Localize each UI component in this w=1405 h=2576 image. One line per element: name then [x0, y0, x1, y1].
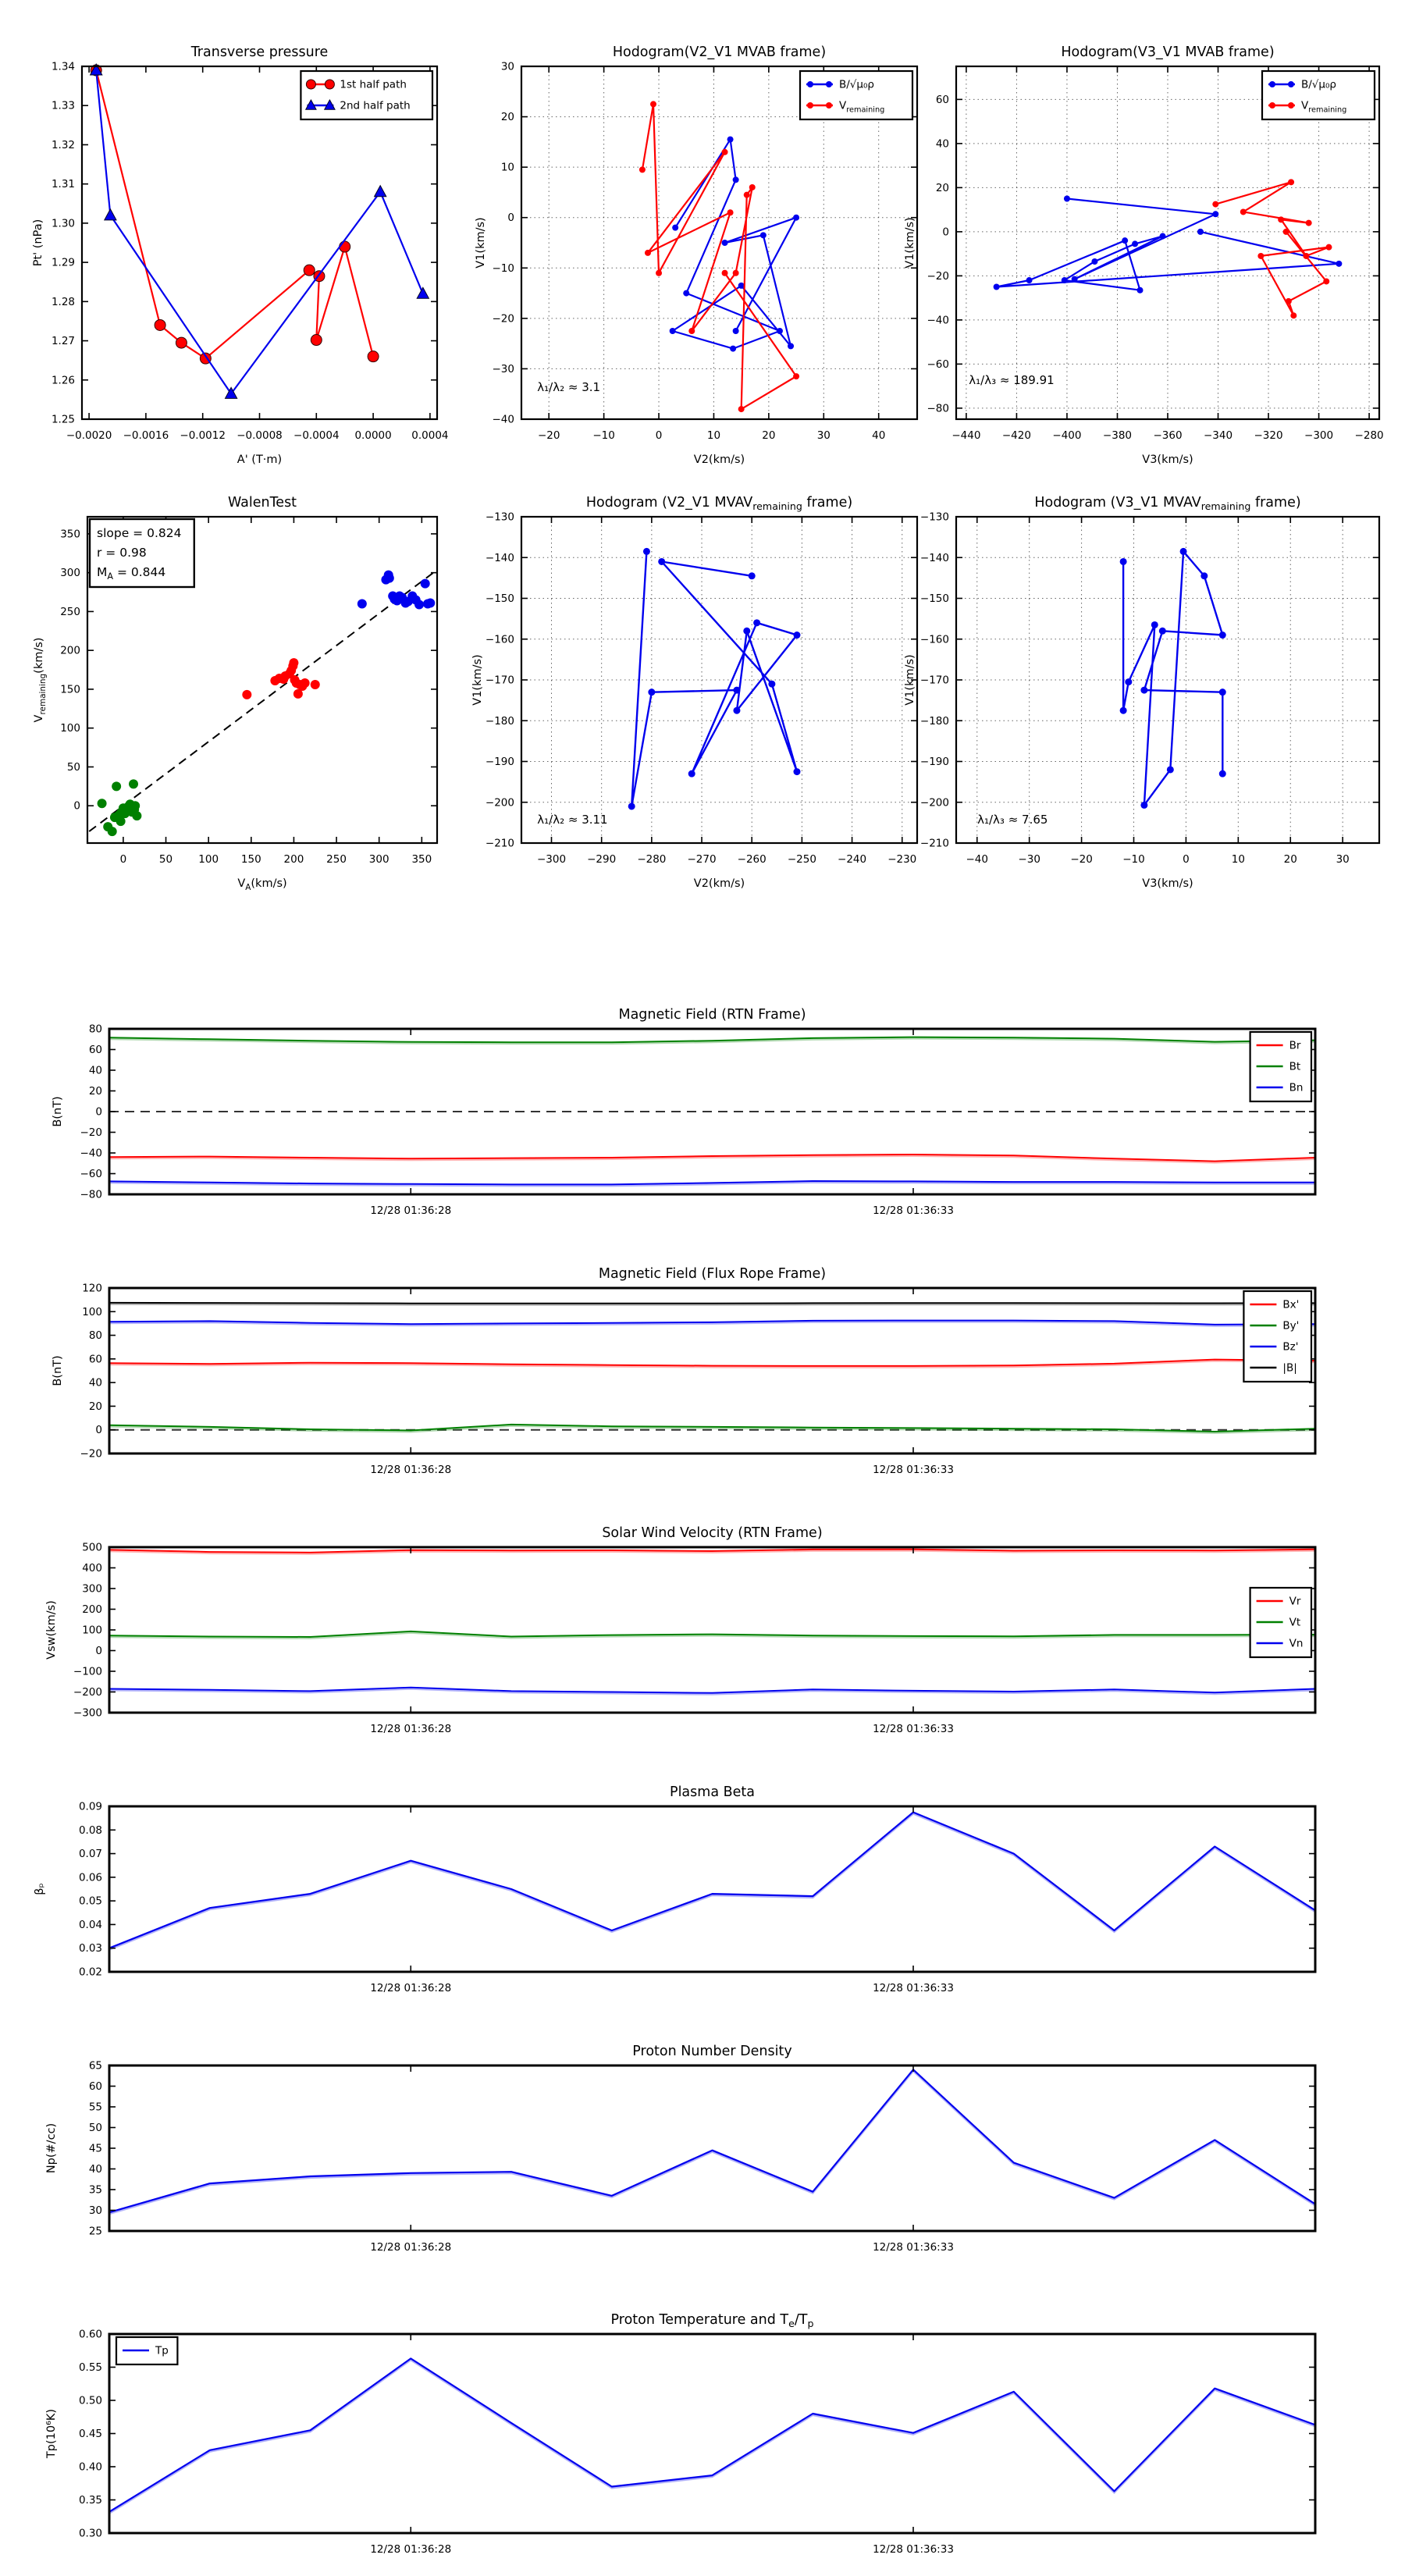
x-tick-label: −260: [737, 853, 767, 866]
y-axis-label: βₚ: [34, 1883, 46, 1895]
legend-label: Vn: [1289, 1637, 1304, 1650]
y-tick-label: 45: [88, 2142, 102, 2155]
legend-label: Bz': [1282, 1340, 1299, 1354]
plot-solar-wind-velocity: [45, 1525, 1315, 1735]
y-tick-label: 80: [88, 1023, 102, 1036]
y-tick-label: −20: [492, 312, 514, 326]
annotation: λ₁/λ₂ ≈ 3.11: [537, 812, 608, 827]
y-axis-label: Vsw(km/s): [45, 1600, 58, 1660]
y-tick-label: 0.07: [78, 1848, 102, 1861]
legend: [1250, 1588, 1311, 1657]
y-axis-label: V1(km/s): [904, 654, 916, 706]
x-tick-label: 12/28 01:36:33: [873, 2543, 954, 2556]
plot-title: Proton Number Density: [632, 2044, 792, 2059]
plot-hodogram-v2v1-mvav: [471, 495, 917, 890]
legend-label: |B|: [1282, 1361, 1297, 1375]
legend-label: Vt: [1289, 1616, 1301, 1629]
x-tick-label: 0: [655, 429, 663, 442]
x-tick-label: 12/28 01:36:28: [370, 1982, 452, 1994]
x-tick-label: −10: [1122, 853, 1145, 866]
x-tick-label: 250: [326, 853, 347, 866]
y-tick-label: 40: [88, 1064, 102, 1077]
x-tick-label: −300: [1304, 429, 1334, 442]
legend: [116, 2337, 177, 2364]
plot-title: Plasma Beta: [670, 1784, 755, 1800]
y-tick-label: 1.32: [51, 138, 75, 151]
y-tick-label: −20: [80, 1447, 102, 1461]
y-tick-label: −210: [919, 837, 949, 850]
y-tick-label: 400: [82, 1562, 102, 1574]
y-axis-label: Tp(10⁶K): [45, 2408, 58, 2459]
y-tick-label: −140: [485, 551, 514, 564]
x-tick-label: 0: [1183, 853, 1190, 866]
x-tick-label: −20: [1070, 853, 1093, 866]
y-tick-label: −210: [485, 837, 514, 850]
y-tick-label: 25: [88, 2225, 102, 2238]
legend: [301, 71, 432, 119]
y-tick-label: −80: [927, 402, 949, 415]
legend-label: $V_{remaining}$: [839, 99, 885, 115]
x-tick-label: 12/28 01:36:33: [873, 1982, 954, 1994]
y-tick-label: 60: [88, 1353, 102, 1366]
y-tick-label: 1.25: [51, 413, 75, 426]
y-tick-label: −100: [73, 1665, 102, 1678]
x-tick-label: 30: [816, 429, 831, 442]
y-tick-label: 1.28: [51, 295, 75, 308]
legend-label: Tp: [155, 2344, 169, 2357]
y-tick-label: 30: [88, 2204, 102, 2217]
annotation: λ₁/λ₂ ≈ 3.1: [537, 379, 601, 394]
y-tick-label: 100: [82, 1305, 102, 1318]
y-axis-label: V1(km/s): [471, 654, 484, 706]
y-tick-label: −40: [927, 314, 949, 327]
x-tick-label: −420: [1001, 429, 1031, 442]
x-tick-label: 100: [198, 853, 219, 866]
x-tick-label: 20: [1283, 853, 1297, 866]
series-beta-p: [109, 1813, 1315, 1948]
y-tick-label: 40: [88, 2163, 102, 2176]
y-tick-label: 150: [60, 683, 80, 696]
x-tick-label: −240: [838, 853, 867, 866]
x-tick-label: −0.0004: [293, 429, 340, 442]
legend-label: 1st half path: [340, 78, 407, 91]
x-tick-label: −250: [787, 853, 816, 866]
x-axis-label: V2(km/s): [693, 454, 745, 466]
y-tick-label: −20: [927, 269, 949, 283]
y-tick-label: 1.29: [51, 256, 75, 269]
legend: [1243, 1291, 1311, 1382]
y-tick-label: 1.26: [51, 374, 75, 387]
series-B-mag: [109, 1303, 1315, 1304]
plot-hodogram-v3v1-mvav: [904, 495, 1379, 890]
x-tick-label: 0.0000: [354, 429, 392, 442]
legend-label: Vr: [1289, 1595, 1301, 1608]
y-axis-label: V1(km/s): [904, 217, 916, 269]
y-tick-label: 0.04: [78, 1918, 102, 1931]
x-tick-label: −0.0016: [123, 429, 169, 442]
series-v-hodogram: [631, 551, 797, 806]
y-axis-label: Np(#/cc): [45, 2122, 58, 2174]
info-line: $M_A = 0.844$: [97, 565, 166, 582]
y-tick-label: 300: [82, 1582, 102, 1596]
x-tick-label: 12/28 01:36:28: [370, 1464, 452, 1476]
legend-label: B/√μ₀ρ: [839, 78, 874, 91]
x-axis-label: $V_A(km/s)$: [237, 877, 287, 892]
y-tick-label: 1.33: [51, 99, 75, 112]
x-tick-label: −10: [592, 429, 615, 442]
x-tick-label: −230: [887, 853, 917, 866]
y-tick-label: 0: [942, 226, 949, 239]
legend-label: Bx': [1282, 1298, 1300, 1311]
y-tick-label: 50: [88, 2122, 102, 2134]
y-tick-label: 1.27: [51, 335, 75, 348]
y-tick-label: −60: [80, 1168, 102, 1180]
y-tick-label: 10: [500, 161, 514, 174]
plot-transverse-pressure: [32, 44, 449, 466]
plot-title: Magnetic Field (RTN Frame): [618, 1007, 806, 1023]
y-tick-label: 0.03: [78, 1942, 102, 1955]
x-axis-label: V3(km/s): [1142, 454, 1193, 466]
x-tick-label: −400: [1052, 429, 1082, 442]
y-axis-label: B(nT): [52, 1096, 64, 1127]
axes-frame: [109, 1806, 1315, 1972]
annotation: λ₁/λ₃ ≈ 189.91: [969, 372, 1055, 387]
x-tick-label: −290: [587, 853, 617, 866]
legend: [800, 71, 912, 119]
x-tick-label: 12/28 01:36:28: [370, 1204, 452, 1217]
y-tick-label: 0.60: [78, 2328, 102, 2341]
x-tick-label: 10: [1231, 853, 1245, 866]
y-tick-label: 0.30: [78, 2527, 102, 2540]
plot-title: Hodogram (V2_V1 $MVAV_{remaining}$ frame): [585, 495, 853, 512]
y-tick-label: 60: [88, 1044, 102, 1056]
y-tick-label: −180: [919, 714, 949, 728]
y-tick-label: −80: [80, 1188, 102, 1201]
annotation: λ₁/λ₃ ≈ 7.65: [977, 812, 1048, 827]
legend-label: Br: [1289, 1039, 1301, 1052]
y-tick-label: 20: [500, 111, 514, 124]
y-tick-label: −300: [73, 1706, 102, 1720]
info-line: r = 0.98: [97, 546, 147, 560]
y-axis-label: V1(km/s): [475, 217, 487, 269]
y-tick-label: 40: [88, 1376, 102, 1389]
y-tick-label: 55: [88, 2101, 102, 2114]
x-tick-label: 150: [240, 853, 261, 866]
y-tick-label: 200: [60, 644, 80, 657]
y-tick-label: 0.09: [78, 1800, 102, 1813]
y-tick-label: −200: [73, 1686, 102, 1699]
y-tick-label: 1.34: [51, 60, 75, 73]
y-tick-label: −170: [485, 674, 514, 687]
legend-label: $V_{remaining}$: [1301, 99, 1347, 115]
y-tick-label: 500: [82, 1541, 102, 1554]
x-tick-label: 300: [368, 853, 389, 866]
y-tick-label: −160: [919, 633, 949, 646]
y-tick-label: 35: [88, 2183, 102, 2197]
x-tick-label: 40: [872, 429, 886, 442]
y-tick-label: −190: [919, 756, 949, 768]
plot-title: Solar Wind Velocity (RTN Frame): [602, 1525, 823, 1541]
y-tick-label: 30: [500, 60, 514, 73]
plot-proton-number-density: [45, 2044, 1315, 2254]
legend-label: By': [1282, 1319, 1300, 1332]
y-tick-label: 60: [88, 2080, 102, 2093]
y-tick-label: −190: [485, 756, 514, 768]
x-tick-label: −30: [1018, 853, 1040, 866]
y-tick-label: 0.55: [78, 2361, 102, 2374]
plot-plasma-beta: [34, 1784, 1315, 1994]
x-tick-label: 200: [283, 853, 304, 866]
y-tick-label: −140: [919, 551, 949, 564]
y-tick-label: 1.30: [51, 217, 75, 230]
y-tick-label: 0: [73, 799, 80, 813]
y-tick-label: 65: [88, 2059, 102, 2073]
x-tick-label: −340: [1203, 429, 1233, 442]
y-tick-label: −170: [919, 674, 949, 687]
plot-title: Hodogram(V3_V1 MVAB frame): [1061, 44, 1275, 60]
y-tick-label: 0: [95, 1424, 102, 1437]
y-axis-label: $V_{remaining}(km/s)$: [33, 637, 48, 723]
info-line: slope = 0.824: [97, 526, 182, 540]
x-tick-label: 12/28 01:36:33: [873, 1464, 954, 1476]
y-tick-label: 350: [60, 528, 80, 541]
x-tick-label: 350: [411, 853, 432, 866]
series-fit-line: [89, 571, 436, 831]
y-tick-label: 100: [82, 1624, 102, 1637]
x-axis-label: V2(km/s): [693, 877, 745, 890]
x-axis-label: A' (T·m): [237, 454, 283, 466]
plot-hodogram-v3v1-mvab: [904, 44, 1384, 466]
y-tick-label: 0.02: [78, 1966, 102, 1979]
legend-label: Bn: [1289, 1081, 1304, 1094]
legend-label: 2nd half path: [340, 99, 411, 112]
y-tick-label: 0.50: [78, 2394, 102, 2407]
y-tick-label: 1.31: [51, 178, 75, 191]
y-tick-label: −180: [485, 714, 514, 728]
plot-title: Hodogram (V3_V1 $MVAV_{remaining}$ frame): [1034, 495, 1301, 512]
series-Np: [109, 2069, 1315, 2212]
legend-label: B/√μ₀ρ: [1301, 78, 1336, 91]
y-tick-label: 0.40: [78, 2460, 102, 2474]
x-tick-label: −300: [536, 853, 567, 866]
x-tick-label: −40: [966, 853, 989, 866]
y-tick-label: 60: [935, 93, 949, 106]
y-tick-label: 0.08: [78, 1823, 102, 1837]
y-tick-label: 300: [60, 567, 80, 580]
x-tick-label: −280: [637, 853, 667, 866]
y-tick-label: −200: [919, 796, 949, 809]
x-tick-label: −440: [951, 429, 981, 442]
y-tick-label: 0.35: [78, 2494, 102, 2507]
y-tick-label: 0: [95, 1105, 102, 1119]
x-tick-label: −380: [1102, 429, 1133, 442]
plot-title: Proton Temperature and $T_e/T_p$: [610, 2312, 814, 2329]
y-tick-label: −10: [492, 262, 514, 275]
y-tick-label: −130: [919, 511, 949, 524]
plot-walen-test: [33, 495, 437, 892]
plot-proton-temperature: [45, 2312, 1315, 2556]
x-tick-label: −320: [1254, 429, 1283, 442]
x-tick-label: −0.0012: [180, 429, 226, 442]
y-tick-label: 40: [935, 137, 949, 151]
y-tick-label: −160: [485, 633, 514, 646]
series-b-alfven: [673, 140, 797, 349]
y-tick-label: −40: [492, 413, 514, 426]
y-tick-label: 0: [507, 212, 514, 225]
x-tick-label: −280: [1354, 429, 1384, 442]
y-tick-label: 80: [88, 1329, 102, 1343]
x-tick-label: 0: [119, 853, 127, 866]
y-tick-label: 20: [935, 181, 949, 194]
x-tick-label: 12/28 01:36:33: [873, 2241, 954, 2254]
plot-title: Hodogram(V2_V1 MVAB frame): [612, 44, 827, 60]
y-tick-label: −20: [80, 1126, 102, 1139]
x-tick-label: 12/28 01:36:28: [370, 2543, 452, 2556]
legend: [1250, 1032, 1311, 1101]
plot-title: Magnetic Field (Flux Rope Frame): [598, 1266, 827, 1282]
axes-frame: [109, 1547, 1315, 1713]
x-tick-label: 0.0004: [411, 429, 449, 442]
y-tick-label: −150: [485, 592, 514, 605]
legend: [1262, 71, 1375, 119]
plot-title: Transverse pressure: [190, 44, 329, 60]
y-tick-label: 250: [60, 605, 80, 618]
plot-magnetic-field-rtn: [52, 1007, 1315, 1217]
y-tick-label: −150: [919, 592, 949, 605]
x-tick-label: 20: [762, 429, 776, 442]
y-tick-label: 200: [82, 1603, 102, 1616]
plot-magnetic-field-fluxrope: [52, 1266, 1315, 1476]
x-tick-label: 12/28 01:36:28: [370, 1723, 452, 1735]
y-tick-label: −200: [485, 796, 514, 809]
y-tick-label: 20: [88, 1400, 102, 1413]
y-tick-label: 0.06: [78, 1871, 102, 1884]
y-tick-label: 50: [66, 760, 80, 774]
x-tick-label: −0.0020: [66, 429, 112, 442]
x-tick-label: −0.0008: [237, 429, 283, 442]
y-tick-label: 0: [95, 1645, 102, 1657]
series-v-remaining: [642, 104, 796, 409]
series-v-hodogram: [1123, 551, 1222, 805]
y-tick-label: 0.45: [78, 2428, 102, 2440]
x-tick-label: −360: [1153, 429, 1183, 442]
plot-hodogram-v2v1-mvab: [475, 44, 917, 466]
y-tick-label: 20: [88, 1085, 102, 1098]
legend-label: Bt: [1289, 1060, 1301, 1073]
x-tick-label: 12/28 01:36:28: [370, 2241, 452, 2254]
y-tick-label: 0.05: [78, 1895, 102, 1908]
x-tick-label: 30: [1336, 853, 1350, 866]
y-tick-label: −40: [80, 1147, 102, 1160]
y-tick-label: 120: [82, 1282, 102, 1295]
y-axis-label: B(nT): [52, 1355, 64, 1386]
x-tick-label: 12/28 01:36:33: [873, 1204, 954, 1217]
y-tick-label: −60: [927, 358, 949, 371]
plot-title: WalenTest: [227, 495, 297, 511]
y-axis-label: Pt' (nPa): [32, 219, 44, 267]
x-tick-label: 10: [706, 429, 721, 442]
x-tick-label: 12/28 01:36:33: [873, 1723, 954, 1735]
info-box: [90, 519, 194, 587]
axes-frame: [109, 2065, 1315, 2231]
x-tick-label: −270: [687, 853, 717, 866]
y-tick-label: 100: [60, 722, 80, 735]
x-axis-label: V3(km/s): [1142, 877, 1193, 890]
y-tick-label: −130: [485, 511, 514, 524]
x-tick-label: 50: [158, 853, 173, 866]
x-tick-label: −20: [537, 429, 560, 442]
y-tick-label: −30: [492, 362, 514, 375]
